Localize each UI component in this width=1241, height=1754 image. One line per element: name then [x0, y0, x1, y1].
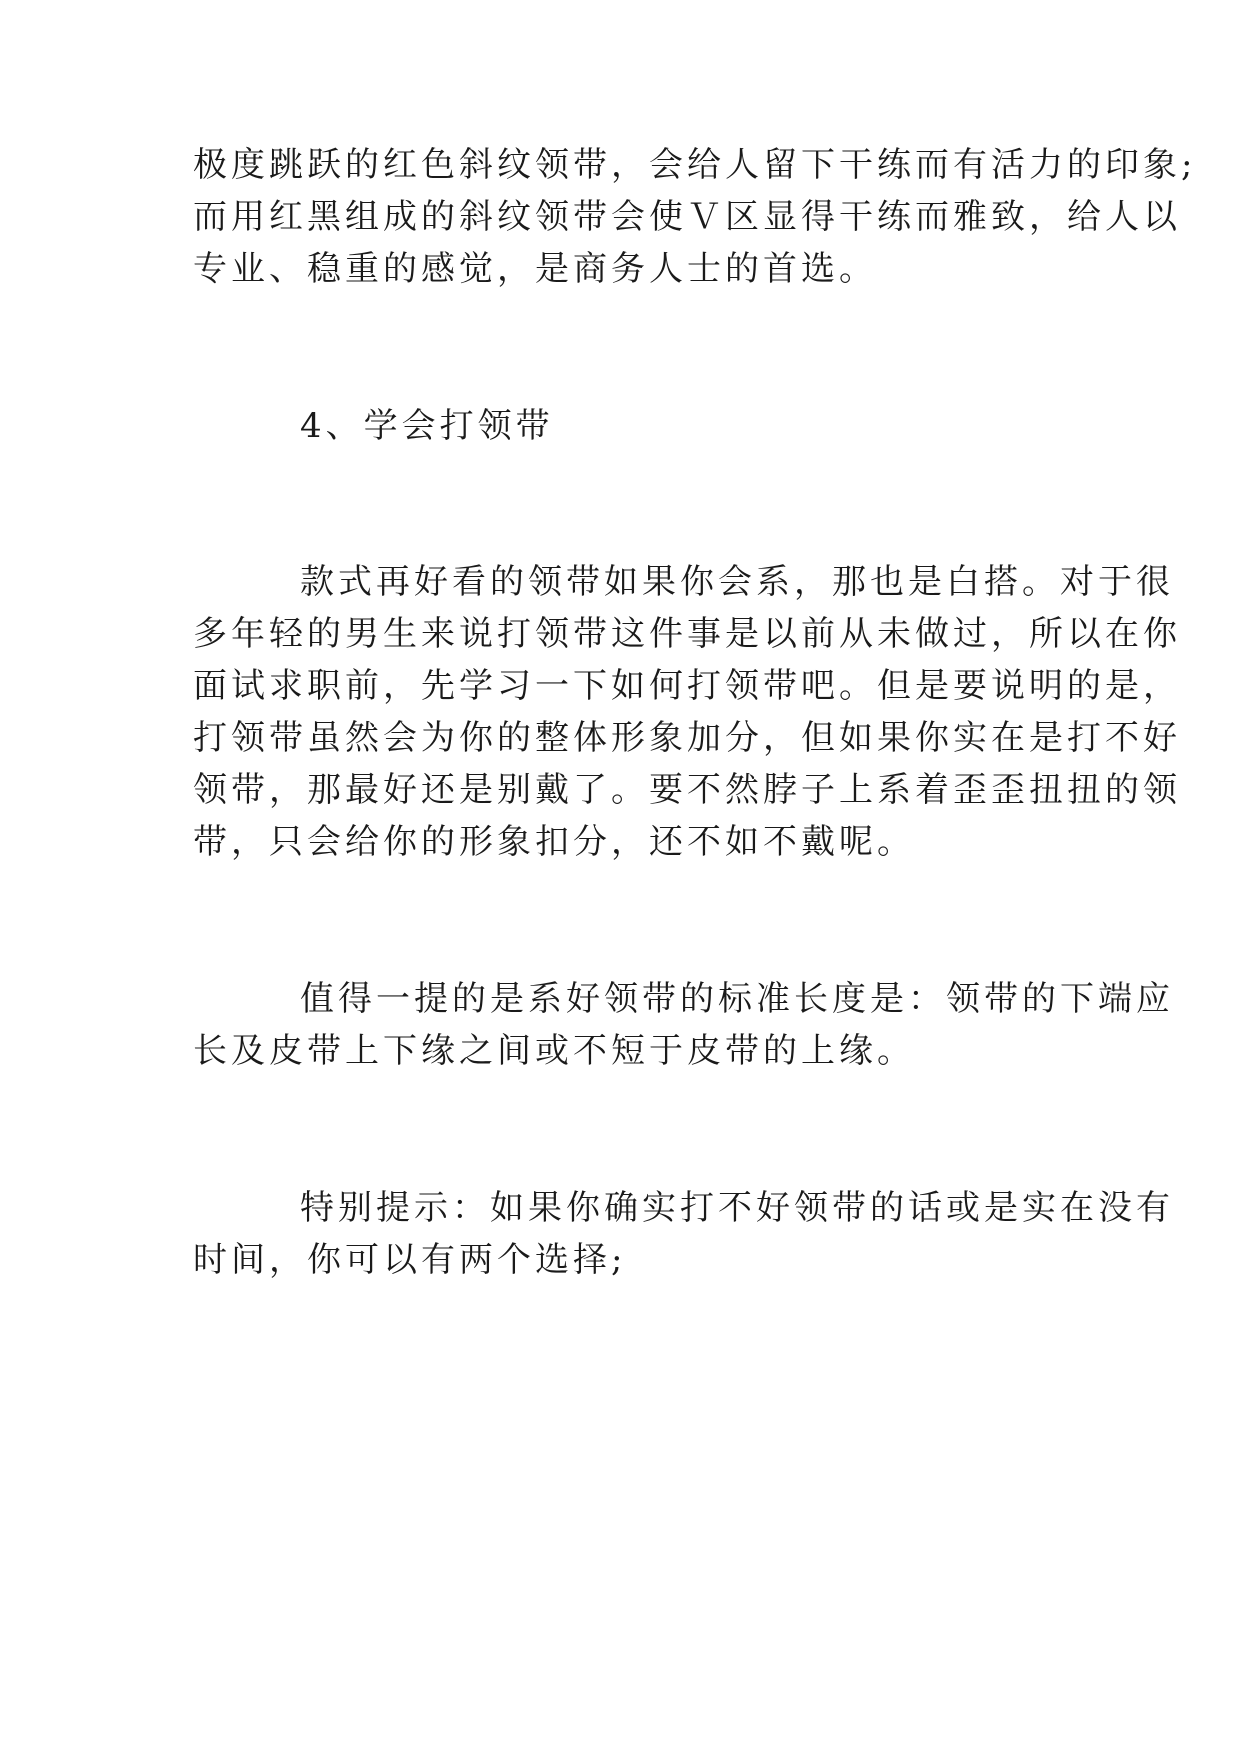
paragraph-2-line-6: 带，只会给你的形象扣分，还不如不戴呢。: [193, 822, 915, 862]
paragraph-3-line-2: 长及皮带上下缘之间或不短于皮带的上缘。: [193, 1031, 915, 1071]
paragraph-2-line-4: 打领带虽然会为你的整体形象加分，但如果你实在是打不好: [193, 718, 1181, 758]
paragraph-2-line-5: 领带，那最好还是别戴了。要不然脖子上系着歪歪扭扭的领: [193, 770, 1181, 810]
paragraph-1-line-3: 专业、稳重的感觉，是商务人士的首选。: [193, 249, 877, 289]
paragraph-4-line-1: 特别提示：如果你确实打不好领带的话或是实在没有: [300, 1188, 1174, 1228]
paragraph-2-line-1: 款式再好看的领带如果你会系，那也是白搭。对于很: [300, 562, 1174, 602]
paragraph-1-line-2: 而用红黑组成的斜纹领带会使Ｖ区显得干练而雅致，给人以: [193, 197, 1181, 237]
paragraph-1-line-1: 极度跳跃的红色斜纹领带，会给人留下干练而有活力的印象;: [193, 145, 1197, 185]
paragraph-3-line-1: 值得一提的是系好领带的标准长度是：领带的下端应: [300, 979, 1174, 1019]
section-heading-4: 4、学会打领带: [300, 406, 554, 446]
paragraph-4-line-2: 时间，你可以有两个选择;: [193, 1240, 627, 1280]
paragraph-2-line-2: 多年轻的男生来说打领带这件事是以前从未做过，所以在你: [193, 614, 1181, 654]
paragraph-2-line-3: 面试求职前，先学习一下如何打领带吧。但是要说明的是，: [193, 666, 1181, 706]
